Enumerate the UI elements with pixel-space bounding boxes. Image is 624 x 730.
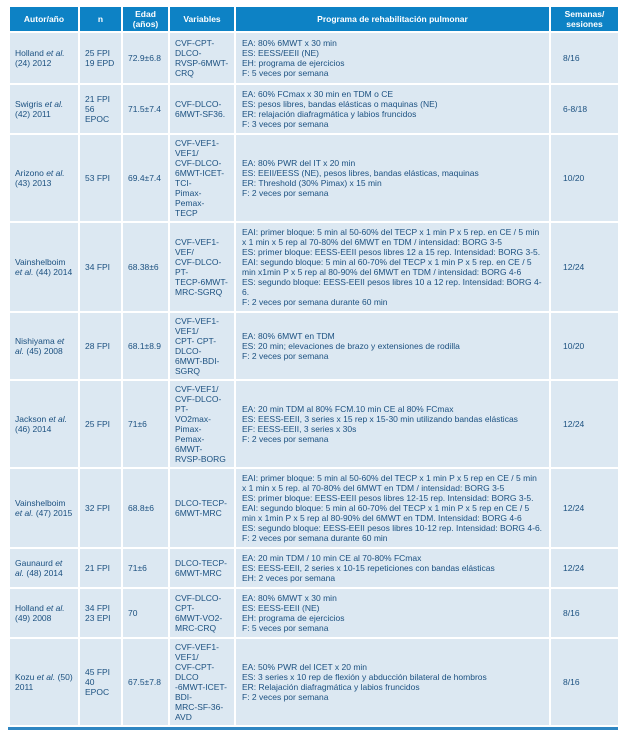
program-line: ER: Threshold (30% Pimax) x 15 min [242, 178, 382, 189]
table-row [9, 548, 619, 588]
header-program: Programa de rehabilitación pulmonar [235, 6, 550, 32]
variables-line: CVF-CPT-DLCO- [175, 38, 215, 59]
table-header [9, 6, 619, 32]
n-cell [79, 638, 122, 726]
variables-line: TECP-6MWT- [175, 277, 228, 288]
variables-line: MRC-SF-36-AVD [175, 702, 224, 723]
program-line: ES: EESS-EEII (NE) [242, 603, 320, 614]
variables-line: MRC-CRQ [175, 623, 217, 634]
header-weeks [550, 6, 619, 32]
variables-line: CVF-DLCO-PT- [175, 394, 222, 415]
study-table-body [9, 32, 619, 726]
variables-line: CVF-VEF1-VEF1/ [175, 316, 219, 337]
author-name: Vainshelboim [15, 498, 66, 509]
table-row [9, 468, 619, 548]
n-line: 25 FPI [85, 48, 111, 59]
table-row [9, 588, 619, 638]
author-cell [9, 380, 79, 468]
age-cell: 72.9±6.8 [122, 32, 169, 84]
program-line: F: 2 veces por semana durante 60 min [242, 533, 388, 544]
program-line: EA: 60% FCmax x 30 min en TDM o CE [242, 89, 394, 100]
program-line: EAI: primer bloque: 5 min al 50-60% del TECP x 1 min P x 5 rep en CE / 5 min x 1 min x 5 rep. al 70-80% del 6MWT en TDM / intensidad: BORG 3-5 [242, 473, 537, 494]
author-name: Jackson [15, 414, 47, 425]
program-line: ES: EESS/EEII (NE) [242, 48, 319, 59]
program-cell [235, 222, 550, 312]
program-cell [235, 638, 550, 726]
table-row [9, 638, 619, 726]
variables-line: DLCO-TECP- [175, 498, 227, 509]
author-name: Holland [15, 48, 44, 59]
author-name: Gaunaurd [15, 558, 53, 569]
author-name: Arizono [15, 168, 44, 179]
n-line: 21 FPI [85, 94, 111, 105]
n-cell [79, 84, 122, 134]
variables-line: TECP [175, 208, 198, 219]
variables-cell [169, 638, 235, 726]
header-age: Edad (años) [122, 6, 169, 32]
program-line: F: 2 veces por semana [242, 692, 329, 703]
variables-line: 6MWT-VO2- [175, 613, 223, 624]
table-row [9, 380, 619, 468]
program-line: ES: 3 series x 10 rep de flexión y abducción bilateral de hombros [242, 672, 487, 683]
variables-cell [169, 222, 235, 312]
program-line: F: 2 veces por semana durante 60 min [242, 297, 388, 308]
author-cell [9, 134, 79, 222]
author-cell [9, 638, 79, 726]
weeks-cell: 8/16 [550, 32, 619, 84]
author-etal: et al. [15, 267, 34, 278]
program-line: EA: 80% PWR del IT x 20 min [242, 158, 356, 169]
header-weeks-line2: sesiones [566, 19, 603, 30]
author-etal: et al. [15, 558, 63, 579]
author-ref: (43) 2013 [15, 178, 52, 189]
program-line: EAI: segundo bloque: 5 min al 60-70% del TECP x 1 min P x 5 rep. en CE / 5 min x1min P x 5 rep al 80-90% del 6MWT en TDM / intensidad: BORG 4-6 [242, 257, 532, 278]
age-cell: 68.38±6 [122, 222, 169, 312]
variables-line: -6MWT-ICET-BDI- [175, 682, 227, 703]
author-cell [9, 468, 79, 548]
age-cell: 71±6 [122, 380, 169, 468]
program-line: EA: 50% PWR del ICET x 20 min [242, 662, 368, 673]
program-line: F: 2 veces por semana [242, 434, 329, 445]
program-line: EF: EESS-EEII, 3 series x 30s [242, 424, 357, 435]
variables-line: 6MWT-SF36. [175, 109, 226, 120]
variables-line: CVF-DLCO-PT- [175, 257, 222, 278]
age-cell: 71.5±7.4 [122, 84, 169, 134]
variables-line: CVF-DLCO-CPT- [175, 593, 222, 614]
header-author: Autor/año [9, 6, 79, 32]
author-name: Holland [15, 603, 44, 614]
author-name: Kozu [15, 672, 35, 683]
author-ref: (45) 2008 [26, 346, 63, 357]
table-row [9, 32, 619, 84]
program-line: ES: primer bloque: EESS-EEII pesos libres 12 a 15 rep. Intensidad: BORG 3-5. [242, 247, 541, 258]
variables-line: RVSP-6MWT-CRQ [175, 58, 229, 79]
program-line: F: 3 veces por semana [242, 119, 329, 130]
variables-line: CVF-DLCO- [175, 99, 222, 110]
author-ref: (48) 2014 [26, 568, 63, 579]
program-cell [235, 32, 550, 84]
program-line: EA: 80% 6MWT x 30 min [242, 38, 337, 49]
author-cell [9, 548, 79, 588]
author-etal: et al. [44, 99, 64, 110]
variables-cell [169, 588, 235, 638]
n-line: 34 FPI [85, 603, 111, 614]
author-etal: et al. [46, 168, 65, 179]
n-line: 28 FPI [85, 341, 111, 352]
n-cell [79, 548, 122, 588]
n-line: 25 FPI [85, 419, 111, 430]
author-etal: et al. [48, 414, 67, 425]
variables-line: CVF-VEF1-VEF1/ [175, 642, 219, 663]
program-line: F: 5 veces por semana [242, 68, 329, 79]
author-ref: (44) 2014 [35, 267, 73, 278]
variables-line: CVF-VEF1-VEF1/ [175, 138, 219, 159]
weeks-cell: 10/20 [550, 312, 619, 380]
variables-cell [169, 32, 235, 84]
n-cell [79, 32, 122, 84]
variables-line: CVF-VEF1-VEF/ [175, 237, 219, 258]
variables-line: 6MWT-ICET-TCI- [175, 168, 225, 189]
author-etal: et al. [46, 48, 65, 59]
program-line: ES: segundo bloque: EESS-EEII pesos libres 10-12 rep. Intensidad: BORG 4-6. [242, 523, 543, 534]
n-line: 34 FPI [85, 262, 111, 273]
variables-cell [169, 468, 235, 548]
author-name: Vainshelboim [15, 257, 66, 268]
author-etal: et al. [15, 508, 34, 519]
n-line: 21 FPI [85, 563, 111, 574]
author-ref: (46) 2014 [15, 424, 52, 435]
variables-line: 6MWT-BDI-SGRQ [175, 356, 220, 377]
n-cell [79, 468, 122, 548]
program-line: EA: 20 min TDM al 80% FCM.10 min CE al 80% FCmax [242, 404, 454, 415]
program-line: EAI: primer bloque: 5 min al 50-60% del TECP x 1 min P x 5 rep. en CE / 5 min x 1 min x 5 rep al 70-80% del 6MWT en TDM / intensidad: BORG 3-5 [242, 227, 540, 248]
weeks-cell: 12/24 [550, 548, 619, 588]
n-line: 56 EPOC [85, 104, 110, 125]
weeks-cell: 10/20 [550, 134, 619, 222]
program-line: ES: EESS-EEII, 3 series x 15 rep x 15-30 min utilizando bandas elásticas [242, 414, 518, 425]
study-table [8, 5, 620, 727]
author-ref: (50) 2011 [15, 672, 73, 693]
age-cell: 69.4±7.4 [122, 134, 169, 222]
n-line: 19 EPD [85, 58, 115, 69]
variables-line: VO2max-Pimax- [175, 414, 211, 435]
weeks-cell: 12/24 [550, 468, 619, 548]
age-cell: 68.8±6 [122, 468, 169, 548]
variables-cell [169, 380, 235, 468]
author-cell [9, 588, 79, 638]
author-cell [9, 312, 79, 380]
program-line: ES: EEII/EESS (NE), pesos libres, bandas elásticas, maquinas [242, 168, 479, 179]
program-cell [235, 548, 550, 588]
author-etal: et al. [36, 672, 56, 683]
author-ref: (42) 2011 [15, 109, 51, 120]
program-line: EH: programa de ejercicios [242, 58, 345, 69]
n-line: 53 FPI [85, 173, 111, 184]
variables-line: CVF-VEF1/ [175, 384, 219, 395]
program-line: EH: 2 veces por semana [242, 573, 336, 584]
age-cell: 70 [122, 588, 169, 638]
author-cell [9, 84, 79, 134]
weeks-cell: 6-8/18 [550, 84, 619, 134]
n-cell [79, 588, 122, 638]
program-line: EA: 80% 6MWT x 30 min [242, 593, 337, 604]
age-cell: 67.5±7.8 [122, 638, 169, 726]
variables-line: DLCO-TECP- [175, 558, 227, 569]
program-line: ES: segundo bloque: EESS-EEII pesos libres 10 a 12 rep. Intensidad: BORG 4-6. [242, 277, 542, 298]
variables-line: CPT- CPT-DLCO- [175, 336, 217, 357]
variables-line: MRC-SGRQ [175, 287, 223, 298]
author-etal: et al. [46, 603, 65, 614]
program-cell [235, 312, 550, 380]
program-cell [235, 380, 550, 468]
program-line: ES: EESS-EEII, 2 series x 10-15 repeticiones con bandas elásticas [242, 563, 495, 574]
weeks-cell: 8/16 [550, 638, 619, 726]
header-n: n [79, 6, 122, 32]
n-line: 40 EPOC [85, 677, 110, 698]
program-line: EAI: segundo bloque: 5 min al 60-70% del TECP x 1 min P x 5 rep en CE / 5 min x 1min P x 5 rep al 80-90% del 6MWT en TDM. Intensidad: BORG 4-6 [242, 503, 530, 524]
program-cell [235, 468, 550, 548]
program-line: EA: 20 min TDM / 10 min CE al 70-80% FCmax [242, 553, 422, 564]
n-line: 45 FPI [85, 667, 111, 678]
program-cell [235, 84, 550, 134]
table-row [9, 312, 619, 380]
variables-line: RVSP-BORG [175, 454, 226, 465]
variables-line: Pemax-6MWT- [175, 434, 205, 455]
program-line: F: 2 veces por semana [242, 351, 329, 362]
author-ref: (47) 2015 [35, 508, 73, 519]
n-line: 32 FPI [85, 503, 111, 514]
variables-cell [169, 548, 235, 588]
weeks-cell: 12/24 [550, 222, 619, 312]
variables-line: CVF-DLCO- [175, 158, 222, 169]
variables-line: CVF-CPT-DLCO [175, 662, 215, 683]
variables-cell [169, 84, 235, 134]
variables-line: 6MWT-MRC [175, 568, 222, 579]
program-line: EH: programa de ejercicios [242, 613, 345, 624]
variables-line: 6MWT-MRC [175, 508, 222, 519]
variables-line: Pimax-Pemax- [175, 188, 205, 209]
n-cell [79, 312, 122, 380]
header-row [9, 6, 619, 32]
variables-cell [169, 312, 235, 380]
author-cell [9, 222, 79, 312]
author-name: Swigris [15, 99, 43, 110]
weeks-cell: 8/16 [550, 588, 619, 638]
program-cell [235, 134, 550, 222]
table-row [9, 134, 619, 222]
program-line: ES: primer bloque: EESS-EEII pesos libres 12-15 rep. Intensidad: BORG 3-5. [242, 493, 534, 504]
author-cell [9, 32, 79, 84]
weeks-cell: 12/24 [550, 380, 619, 468]
n-cell [79, 134, 122, 222]
age-cell: 68.1±8.9 [122, 312, 169, 380]
author-ref: (49) 2008 [15, 613, 52, 624]
header-weeks-line1: Semanas/ [564, 9, 605, 19]
variables-cell [169, 134, 235, 222]
table-row [9, 222, 619, 312]
n-cell [79, 222, 122, 312]
author-ref: (24) 2012 [15, 58, 52, 69]
program-line: ER: relajación diafragmática y labios fruncidos [242, 109, 417, 120]
n-cell [79, 380, 122, 468]
header-variables: Variables [169, 6, 235, 32]
n-line: 23 EPI [85, 613, 111, 624]
age-cell: 71±6 [122, 548, 169, 588]
rehab-table [8, 5, 618, 730]
program-line: ER: Relajación diafragmática y labios fruncidos [242, 682, 420, 693]
author-name: Nishiyama [15, 336, 55, 347]
table-row [9, 84, 619, 134]
program-line: ES: 20 min; elevaciones de brazo y extensiones de rodilla [242, 341, 460, 352]
author-etal: et al. [15, 336, 65, 357]
program-line: F: 5 veces por semana [242, 623, 329, 634]
program-cell [235, 588, 550, 638]
program-line: F: 2 veces por semana [242, 188, 329, 199]
program-line: ES: pesos libres, bandas elásticas o maquinas (NE) [242, 99, 438, 110]
program-line: EA: 80% 6MWT en TDM [242, 331, 335, 342]
